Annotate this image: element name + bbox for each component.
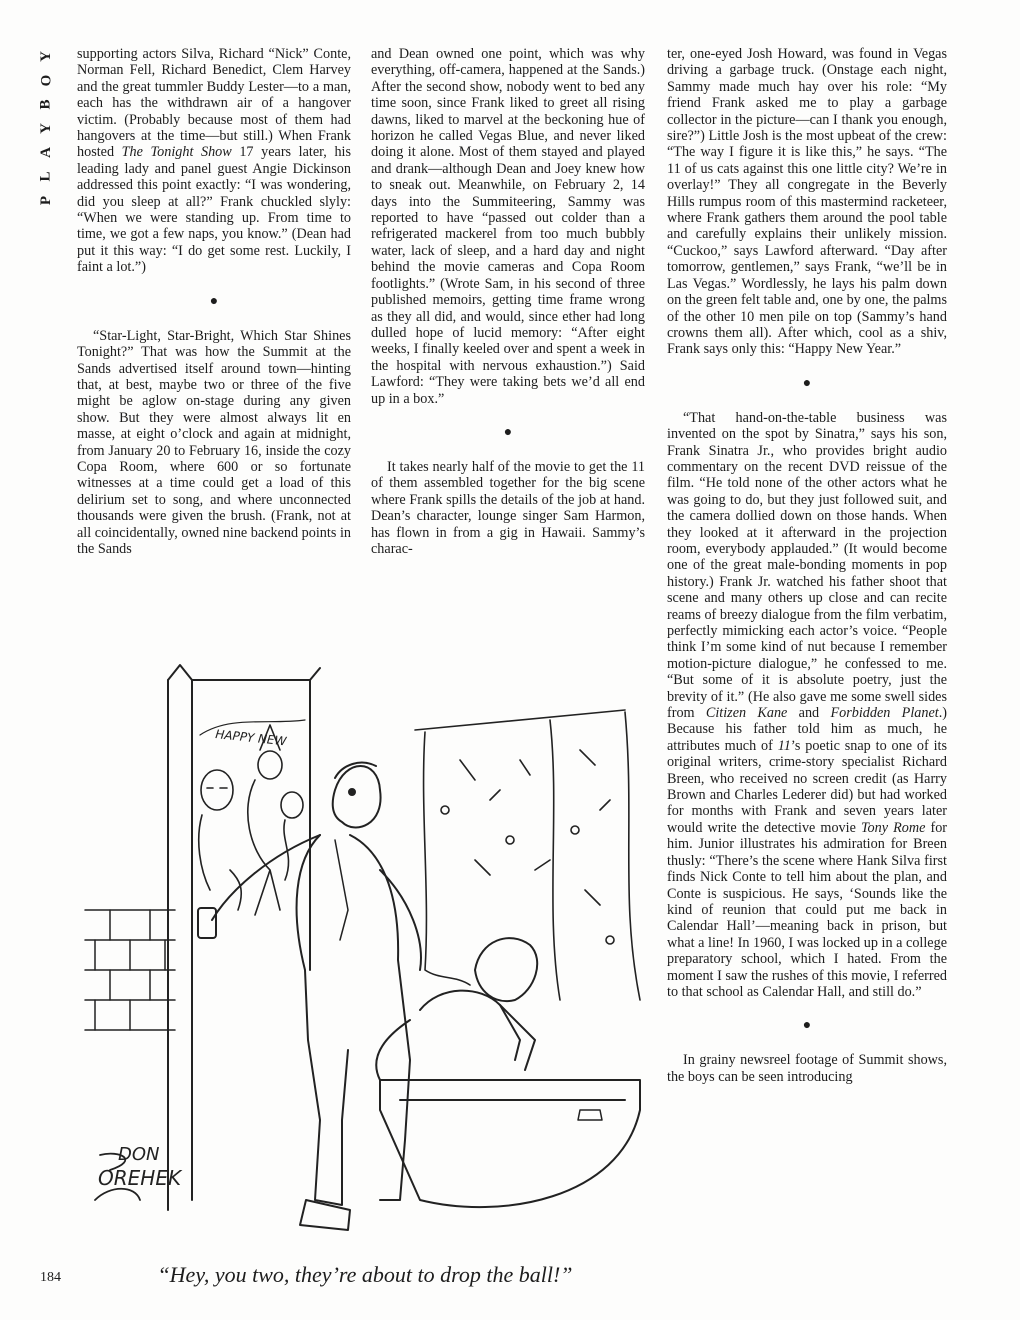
- section-bullet: ●: [802, 375, 812, 391]
- section-bullet: ●: [802, 1018, 812, 1034]
- paragraph: ter, one-eyed Josh Howard, was found in Vegas driving a garbage truck. (Onstage each night, Sammy made much hay over his role: “My friend Frank asked me to play a garbage collector in the picture—can I thank you enough, sire?”) Little Josh is the most upbeat of the crew: “The way I figure it is like this,” he says. “The 11 of us cats against this one little city? We’re in overlay!” They all congregate in the Beverly Hills rumpus room of this mastermind racketeer, where Frank gathers them around the pool table and carefully explains their unlikely mission. “Cuckoo,” says Lawford afterward. “Day after tomorrow, gentlemen,” says Frank, “we’ll be in Las Vegas.” Wordlessly, he lays his palm down on the green felt table and, one by one, the palms of the other 10 men pile on top (Sammy’s hand crowns them all). After which, cool as a shiv, Frank says only this: “Happy New Year.”: [667, 46, 947, 358]
- cartoon-caption: “Hey, you two, they’re about to drop the ball!”: [157, 1262, 573, 1287]
- title-reference: 11: [777, 737, 791, 754]
- logo-letter: O: [37, 73, 54, 87]
- signature-last-name: OREHEK: [98, 1166, 182, 1190]
- page-number: 184: [40, 1270, 61, 1285]
- logo-letter: A: [38, 146, 54, 158]
- paragraph: It takes nearly half of the movie to get the 11 of them assembled together for the big scene where Frank spills the details of the job at hand. Dean’s character, lounge singer Sam Harmon, has flown in from a gig in Hawaii. Sammy’s charac-: [371, 458, 645, 557]
- paragraph: supporting actors Silva, Richard “Nick” Conte, Norman Fell, Richard Benedict, Clem Harvey and the great tummler Buddy Lester—to a man, each has the withdrawn air of a hangover victim. (Probably because most of them had hangovers at the time—but still.) When Frank hosted The Tonight Show 17 years later, his leading lady and panel guest Angie Dickinson addressed this point exactly: “I was wondering, did you sleep at all?” Frank chuckled slyly: “When we were standing up. From time to time, we got a few naps, you know.” (Dean had put it this way: “I do get some rest. Luckily, I faint a lot.”): [77, 46, 352, 276]
- logo-letter: L: [37, 170, 54, 182]
- logo-letter: B: [37, 98, 54, 110]
- logo-letter: P: [37, 194, 54, 206]
- paragraph: “That hand-on-the-table business was invented on the spot by Sinatra,” says his son, Frank Sinatra Jr., who provides bright audio commentary on the recent DVD reissue of the film. “He told none of the other actors what he was going to do, but they just followed suit, and the camera dollied down on those hands. When they looked at it afterward in the projection room, everybody applauded.” (It would become one of the great male-bonding moments in pop history.) Frank Jr. watched his father shoot that scene and many others up close and can recite reams of breezy dialogue from the film verbatim, perfectly mimicking each actor’s voice. “People think I’m some kind of nut because I remember motion-picture dialogue,” he confessed to me. “But some of it is absolute poetry, just the brevity of it.” (He also gave me some swell sides from Citizen Kane and Forbidden Planet.) Because his father told him as much, he attributes much of 11’s poetic snap to one of its original writers, crime-story specialist Richard Breen, who received no screen credit (as Harry Brown and Charles Lederer did) but had worked for months with Frank and seven years later would write the detective movie Tony Rome for him. Junior illustrates his admiration for Breen thusly: “There’s the scene where Hank Silva first finds Nick Conte to tell him about the plan, and Conte is suspicious. He says, ‘Sounds like the kind of reunion that could put me back in Calendar Hall’—meaning back in prison, but what a line! In 1960, I was locked up in a college preparatory school, which I hated. From the moment I saw the rushes of this movie, I referred to that school as Calendar Hall, and still do.”: [667, 409, 948, 1000]
- signature-first-name: DON: [118, 1144, 160, 1165]
- magazine-vertical-logo: [34, 44, 58, 212]
- article-column-3: [667, 46, 947, 1085]
- paragraph: and Dean owned one point, which was why everything, off-camera, happened at the Sands.) After the second show, nobody went to bed any time soon, since Frank liked to greet all rising dawns, liked to marvel at the beckoning hue of horizon he called Vegas Blue, and never liked doing it alone. Most of them stayed and played and drank—although Dean and Joey knew how to sneak out. Meanwhile, on February 2, 14 days into the Summiteering, Sammy was reported to have “passed out colder than a refrigerated mackerel from too much bubbly water, lack of sleep, and a hard day and night behind the movie cameras and Copa Room footlights.” (Wrote Sam, in his second of three published memoirs, getting time frame wrong as they all did, and would, since ether had long dulled hope of lucid memory: “After eight weeks, I finally keeled over and spent a week in the hospital with nervous exhaustion.”) Said Lawford: “They were taking bets we’d all end up in a box.”: [371, 46, 645, 407]
- wall-tiles: [85, 910, 175, 1030]
- title-reference: The Tonight Show: [121, 144, 232, 161]
- logo-letter: Y: [38, 50, 54, 62]
- paragraph: In grainy newsreel footage of Summit shows, the boys can be seen introducing: [667, 1052, 947, 1085]
- title-reference: Citizen Kane: [705, 705, 788, 722]
- party-banner: HAPPY NEW: [214, 727, 288, 749]
- article-column-2: [371, 46, 645, 557]
- cartoon-illustration: [80, 640, 650, 1245]
- door-frame: [168, 665, 320, 1210]
- logo-letter: Y: [38, 122, 54, 134]
- title-reference: Tony Rome: [860, 819, 926, 836]
- party-scene: [199, 720, 305, 915]
- paragraph: “Star-Light, Star-Bright, Which Star Shines Tonight?” That was how the Summit at the Sands advertised itself around town—hinting that, at best, maybe two or three of the five might be aglow on-stage during any given show. But they were almost always lit en masse, at eight o’clock and again at midnight, from January 20 to February 16, inside the cozy Copa Room, where 600 or so fortunate witnesses at a time could get a load of this delirium set to song, and where unconnected thousands were given the brush. (Frank, not at all coincidentally, owned nine backend points in the Sands: [77, 327, 351, 557]
- title-reference: Forbidden Planet: [830, 705, 939, 722]
- section-bullet: ●: [209, 293, 219, 309]
- shower-curtain: [415, 710, 640, 1000]
- section-bullet: ●: [503, 424, 513, 440]
- article-column-1: [77, 46, 351, 557]
- woman-figure: [376, 938, 537, 1080]
- bathtub: [380, 1080, 640, 1207]
